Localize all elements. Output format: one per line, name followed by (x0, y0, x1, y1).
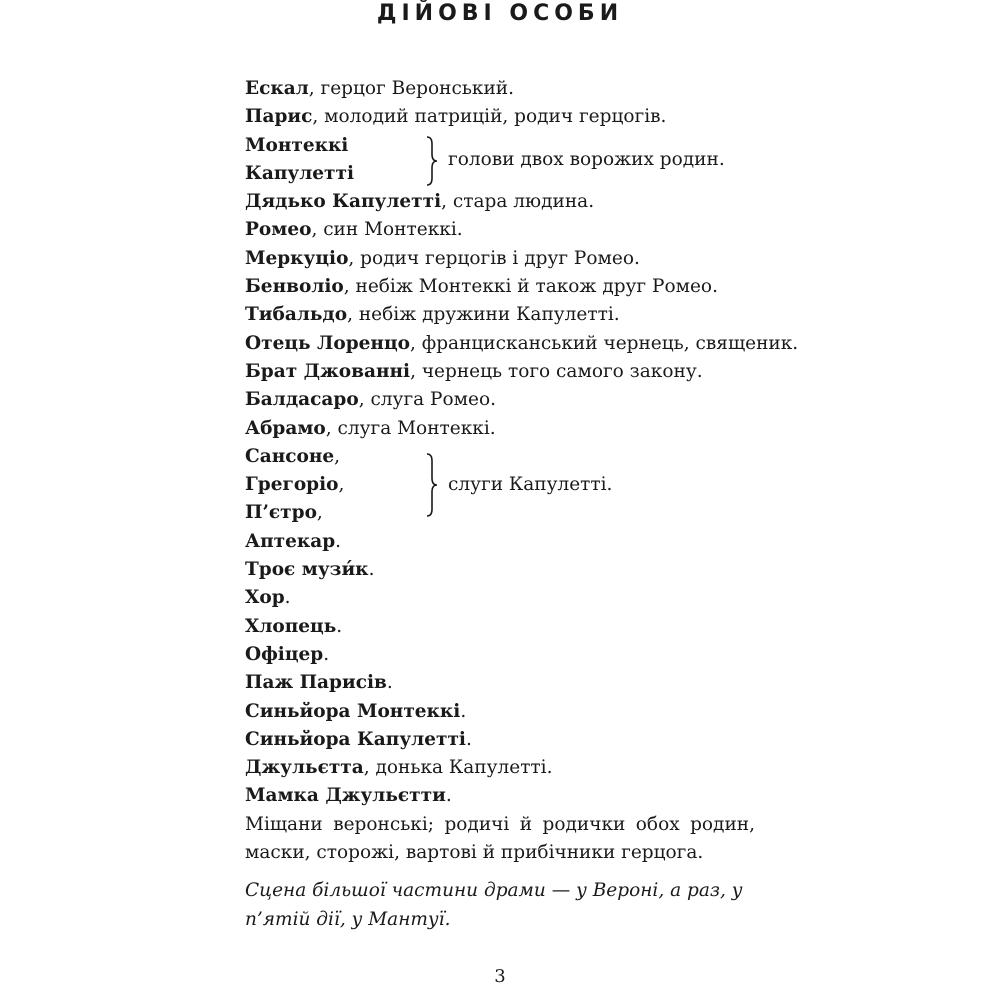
character-row (245, 641, 755, 669)
character-row (245, 245, 755, 273)
character-row (245, 726, 755, 754)
character-row (245, 386, 755, 414)
character-name: Бенволіо (245, 276, 344, 298)
character-description: . (368, 559, 375, 581)
heads-group (245, 132, 755, 189)
character-description: , чернець того самого закону. (410, 360, 703, 382)
character-row (245, 669, 755, 697)
character-name: Ескал (245, 78, 309, 99)
group-name: П’єтро, (245, 502, 323, 524)
character-description: . (445, 785, 452, 807)
characters-bottom (245, 528, 755, 811)
character-row (245, 330, 799, 358)
character-name: Офіцер (245, 643, 324, 665)
character-name: Троє музи́к (245, 559, 369, 581)
group-description: слуги Капулетті. (448, 473, 613, 495)
character-row (245, 782, 755, 810)
character-description: . (284, 587, 291, 609)
character-row (245, 273, 755, 301)
character-description: , донька Капулетті. (363, 757, 553, 779)
character-description: , слуга Ромео. (358, 389, 496, 411)
character-name: Ромео (245, 219, 312, 241)
character-name: Хлопець (245, 615, 337, 637)
character-description: . (460, 700, 467, 722)
character-name: Мамка Джульєтти (245, 785, 446, 807)
character-description: , слуга Монтеккі. (325, 417, 496, 439)
character-name: Джульєтта (245, 757, 364, 779)
character-description: , син Монтеккі. (311, 219, 463, 241)
character-description: . (335, 530, 342, 552)
characters-top (245, 75, 755, 132)
brace-icon (425, 453, 439, 517)
character-name: Парис (245, 106, 313, 128)
character-name: Отець Лоренцо (245, 332, 410, 354)
character-row (245, 188, 755, 216)
character-row (245, 216, 755, 244)
character-name: Синьйора Монтеккі (245, 700, 461, 722)
character-row (245, 584, 755, 612)
page-number: 3 (494, 966, 506, 987)
page-title: ДІЙОВІ ОСОБИ (376, 1, 624, 26)
character-name: Паж Парисів (245, 672, 387, 694)
character-name: Абрамо (245, 417, 326, 439)
character-name: Аптекар (245, 530, 336, 552)
character-description: . (386, 672, 393, 694)
character-row (245, 415, 755, 443)
character-row (245, 613, 755, 641)
group-name: Грегоріо, (245, 474, 345, 496)
group-description: голови двох ворожих родин. (448, 148, 725, 170)
character-name: Балдасаро (245, 389, 359, 411)
character-description: , францисканський чернець, священик. (409, 332, 799, 354)
character-description: , молодий патрицій, родич герцогів. (312, 106, 667, 128)
group-name: Сансоне, (245, 445, 341, 467)
scene-note: Сцена більшої частини драми — у Вероні, а раз, у п’ятій дії, у Мантуї. (245, 880, 743, 930)
character-row (245, 301, 755, 329)
character-description: , небіж Монтеккі й також друг Ромео. (343, 276, 718, 298)
character-description: . (465, 728, 472, 750)
dramatis-personae (245, 75, 799, 934)
character-name: Дядько Капулетті (245, 191, 442, 213)
character-row (245, 556, 755, 584)
group-name: Монтеккі (245, 134, 349, 156)
character-row (245, 528, 755, 556)
character-row (245, 698, 755, 726)
character-name: Тибальдо (245, 304, 348, 326)
character-description: . (323, 643, 330, 665)
citizens-text: Міщани веронські; родичі й родички обох родин, маски, сторожі, вартові й прибічники герцога. (245, 813, 755, 864)
character-row (245, 358, 755, 386)
character-description: . (336, 615, 343, 637)
character-name: Синьйора Капулетті (245, 728, 466, 750)
characters-mid (245, 188, 799, 443)
character-row (245, 103, 755, 131)
servants-group (245, 443, 755, 528)
character-row (245, 75, 755, 103)
character-description: , стара людина. (441, 191, 595, 213)
character-row (245, 754, 755, 782)
brace-icon (425, 136, 439, 186)
character-description: , небіж дружини Капулетті. (347, 304, 620, 326)
character-description: , герцог Веронський. (308, 78, 515, 99)
group-name: Капулетті (245, 162, 354, 184)
character-name: Хор (245, 587, 285, 609)
character-description: , родич герцогів і друг Ромео. (348, 247, 640, 269)
character-name: Меркуціо (245, 247, 349, 269)
character-name: Брат Джованні (245, 360, 411, 382)
